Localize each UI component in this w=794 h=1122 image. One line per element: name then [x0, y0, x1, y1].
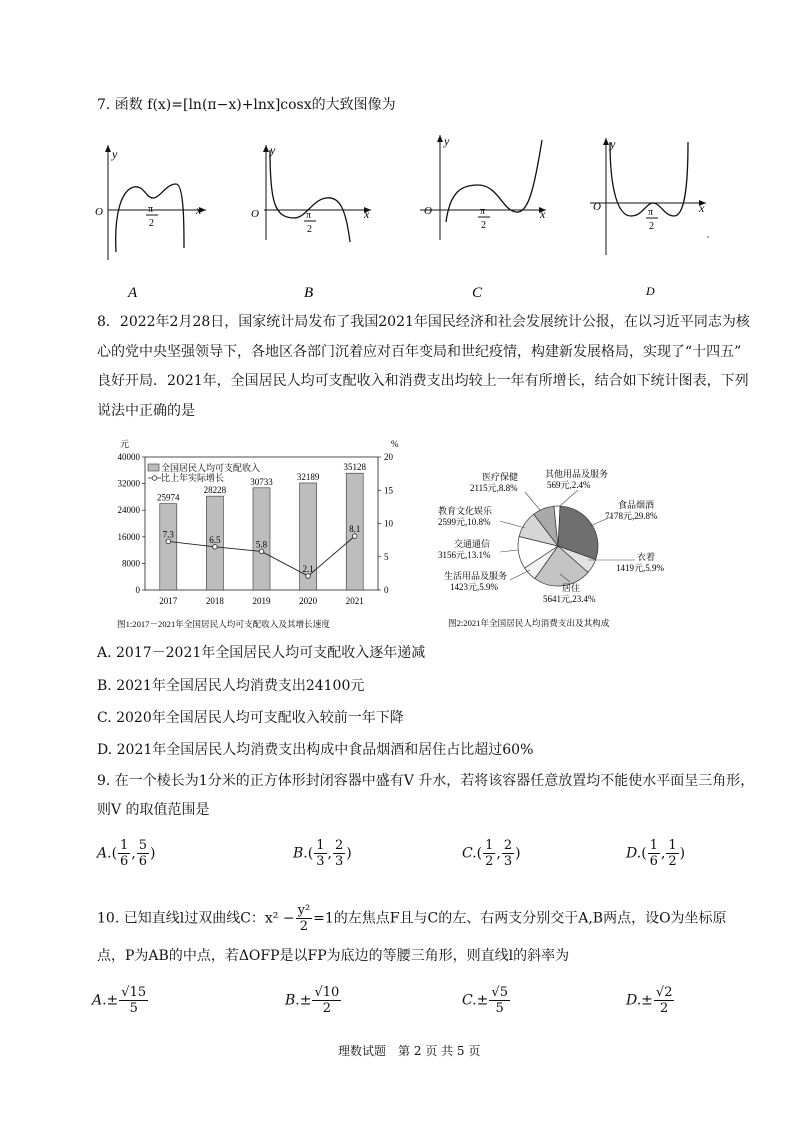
- legend-line-label: 比上年实际增长: [161, 473, 225, 483]
- income-chart: [95, 437, 420, 632]
- q8-option-c: C. 2020年全国居民人均可支配收入较前一年下降: [97, 710, 404, 726]
- q8-line1: 8．2022年2月28日，国家统计局发布了我国2021年国民经济和社会发展统计公报，在以习近平同志为核: [97, 314, 750, 330]
- option-b-label: B: [304, 285, 314, 301]
- pie-value-other: 569元,2.4%: [547, 480, 591, 490]
- q7-stem: 7. 函数 f(x)=[ln(π−x)+lnx]cosx的大致图像为: [97, 97, 396, 113]
- tick-den: 2: [649, 221, 654, 232]
- q9-option-a: A.( $\frac{1}{6}$ , $\frac{5}{6}$ ): [97, 838, 156, 869]
- x-label: x: [540, 207, 546, 221]
- growth-value-label: 8.1: [349, 524, 361, 535]
- x-tick-label: 2017: [159, 596, 178, 606]
- y2-tick-label: 15: [384, 485, 393, 496]
- bar-value-label: 28228: [203, 485, 227, 496]
- q8-option-d: D. 2021年全国居民人均消费支出构成中食品烟酒和居住占比超过60%: [97, 742, 534, 758]
- pie-value-daily: 1423元,5.9%: [450, 582, 498, 592]
- x-tick-label: 2021: [345, 596, 364, 606]
- bar-value-label: 35128: [343, 462, 366, 473]
- origin-label: O: [424, 205, 432, 217]
- chart1-title: 图1:2017－2021年全国居民人均可支配收入及其增长速度: [117, 619, 330, 629]
- y2-tick-label: 20: [384, 452, 393, 462]
- q10-line1: 10. 已知直线l过双曲线C：x² − $\frac{\text{y²}}{2}$ =1的左焦点F且与C的左、右两支分别交于A,B两点，设O为坐标原: [97, 903, 727, 934]
- pie-label-education: 教育文化娱乐: [438, 506, 493, 516]
- q9-option-b: B.( $\frac{1}{3}$ , $\frac{2}{3}$ ): [293, 838, 352, 869]
- option-c-label: C: [472, 285, 483, 301]
- y-tick-label: 16000: [117, 531, 140, 542]
- origin-label: O: [251, 208, 259, 220]
- y2-unit-label: %: [391, 439, 399, 449]
- y-tick-label: 32000: [117, 478, 140, 489]
- x-label: x: [364, 207, 370, 221]
- growth-point: [259, 549, 264, 554]
- q9-option-c: C.( $\frac{1}{2}$ , $\frac{2}{3}$ ): [462, 838, 521, 869]
- option-a-label: A: [128, 285, 138, 301]
- q9-line2: 则V 的取值范围是: [97, 802, 210, 818]
- q10-option-d: D.± $\frac{√2}{2}$: [626, 985, 673, 1016]
- y2-tick-label: 5: [384, 551, 389, 562]
- tick-num: π: [648, 207, 654, 218]
- pie-label-other: 其他用品及服务: [545, 469, 609, 479]
- x-tick-label: 2020: [299, 596, 318, 606]
- graph-c: [420, 134, 546, 301]
- pie-label-clothing: 衣着: [637, 552, 656, 562]
- pie-value-housing: 5641元,23.4%: [543, 594, 596, 604]
- x-tick-label: 2019: [252, 596, 271, 606]
- x-label: x: [196, 203, 202, 217]
- q8-option-b: B. 2021年全国居民人均消费支出24100元: [97, 678, 365, 694]
- growth-value-label: 5.8: [255, 539, 268, 550]
- q8-line3: 良好开局．2021年，全国居民人均可支配收入和消费支出均较上一年有所增长，结合如下统计图表，下列: [97, 373, 749, 389]
- growth-point: [306, 574, 311, 579]
- bar-value-label: 25974: [157, 492, 180, 503]
- graph-d: [590, 137, 709, 298]
- q8-line2: 心的党中央坚强领导下，各地区各部门沉着应对百年变局和世纪疫情，构建新发展格局，实现了“十四五”: [97, 344, 742, 360]
- legend-bar-swatch: [148, 464, 159, 471]
- pie-label-food: 食品烟酒: [618, 500, 655, 510]
- y-label: y: [270, 143, 276, 157]
- y-label: y: [610, 137, 616, 151]
- tick-num: π: [306, 210, 312, 221]
- growth-value-label: 6.5: [209, 534, 221, 545]
- growth-value-label: 2.1: [302, 564, 314, 575]
- y2-tick-label: 10: [384, 518, 393, 529]
- growth-point: [213, 544, 218, 549]
- y-unit-label: 元: [120, 439, 130, 449]
- page-footer: 理数试题 第 2 页 共 5 页: [338, 1044, 481, 1058]
- growth-point: [352, 534, 357, 539]
- x-label: x: [699, 201, 705, 215]
- growth-point: [166, 539, 171, 544]
- pie-value-transport: 3156元,13.1%: [438, 550, 491, 560]
- q10-option-c: C.± $\frac{√5}{5}$: [462, 985, 508, 1016]
- tick-den: 2: [481, 220, 486, 231]
- y-label: y: [112, 147, 118, 161]
- q9-line1: 9. 在一个棱长为1分米的正方体形封闭容器中盛有V 升水，若将该容器任意放置均不能使水平面呈三角形，: [97, 773, 755, 789]
- origin-label: O: [593, 201, 601, 213]
- legend-bar-label: 全国居民人均可支配收入: [161, 463, 261, 473]
- graph-b: [251, 143, 371, 301]
- q9-option-d: D.( $\frac{1}{6}$ , $\frac{1}{2}$ ): [626, 838, 686, 869]
- y-tick-label: 8000: [122, 558, 140, 569]
- pie-label-medical: 医疗保健: [482, 472, 519, 482]
- q8-line4: 说法中正确的是: [97, 403, 195, 419]
- origin-label: O: [95, 206, 103, 218]
- tick-den: 2: [307, 224, 312, 235]
- bar-value-label: 30733: [250, 476, 273, 487]
- graph-a: [95, 145, 206, 301]
- chart2-title: 图2:2021年全国居民人均消费支出及其构成: [448, 618, 610, 628]
- x-tick-label: 2018: [205, 596, 224, 606]
- pie-label-transport: 交通通信: [454, 539, 491, 549]
- q10-option-b: B.± $\frac{√10}{2}$: [285, 985, 340, 1016]
- pie-value-medical: 2115元,8.8%: [470, 483, 518, 493]
- option-d-label: D: [646, 284, 655, 298]
- pie-value-clothing: 1419元,5.9%: [616, 563, 664, 573]
- growth-value-label: 7.3: [162, 529, 174, 540]
- tick-num: π: [480, 206, 486, 217]
- y-tick-label: 24000: [117, 505, 140, 516]
- y-tick-label: 0: [135, 585, 140, 595]
- tick-num: π: [148, 204, 154, 215]
- q8-option-a: A. 2017－2021年全国居民人均可支配收入逐年递减: [97, 645, 426, 661]
- tick-den: 2: [149, 218, 154, 229]
- q7-graphs: [86, 130, 726, 310]
- pie-label-daily: 生活用品及服务: [444, 571, 508, 581]
- q10-option-a: A.± $\frac{√15}{5}$: [92, 985, 147, 1016]
- pie-label-housing: 居住: [562, 583, 581, 593]
- q10-line2: 点，P为AB的中点，若ΔOFP是以FP为底边的等腰三角形，则直线l的斜率为: [97, 948, 570, 964]
- pie-value-food: 7178元,29.8%: [605, 511, 658, 521]
- legend-line-marker: [152, 476, 157, 481]
- bar-value-label: 32189: [296, 471, 320, 482]
- income-bar: [160, 504, 177, 590]
- y-label: y: [444, 134, 450, 148]
- y-tick-label: 40000: [117, 452, 140, 462]
- y2-tick-label: 0: [384, 585, 389, 595]
- consumption-pie: [430, 466, 700, 632]
- pie-value-education: 2599元,10.8%: [438, 517, 491, 527]
